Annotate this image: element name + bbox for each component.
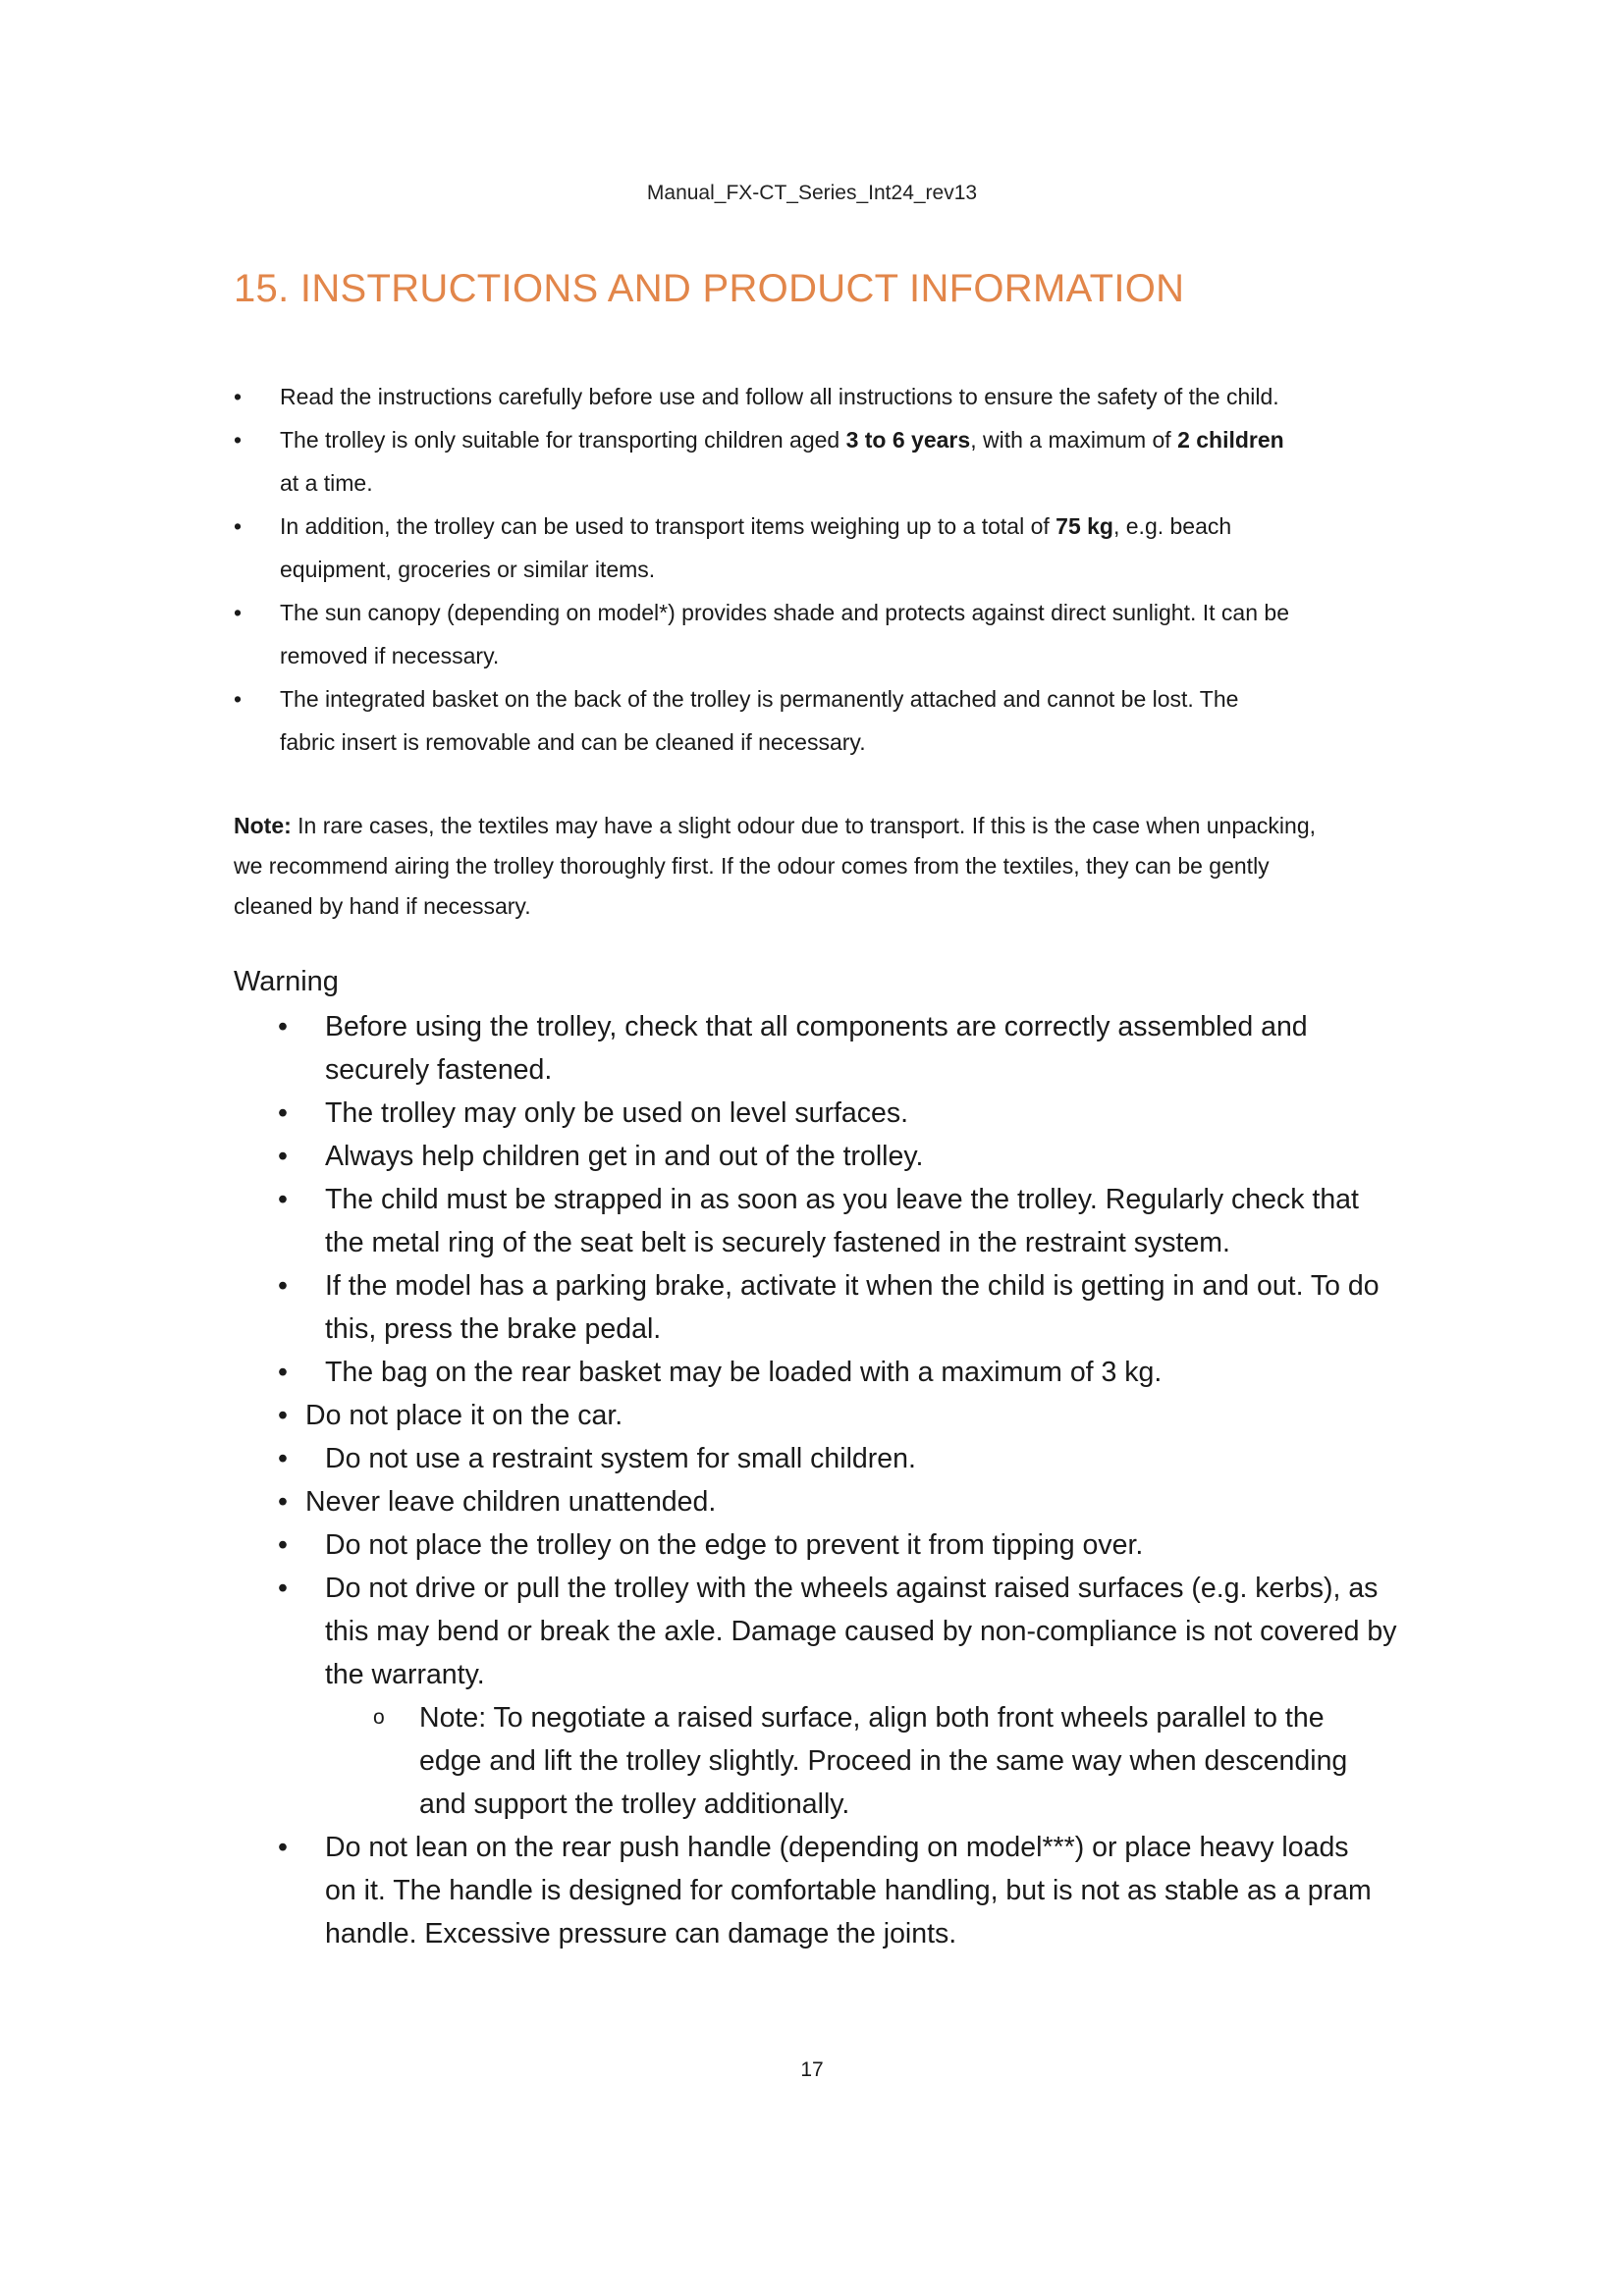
page-number: 17: [800, 2058, 824, 2081]
list-item: • The trolley is only suitable for transporting children aged 3 to 6 years, with a maximum of 2 children at a time.: [234, 418, 1412, 505]
max-children-emphasis: 2 children: [1177, 427, 1284, 453]
product-info-list: [234, 375, 1412, 764]
age-range-emphasis: 3 to 6 years: [845, 427, 971, 453]
list-item: • In addition, the trolley can be used to transport items weighing up to a total of 75 kg, e.g. beach equipment, groceries or similar items.: [234, 505, 1412, 591]
max-weight-emphasis: 75 kg: [1056, 513, 1113, 539]
document-header: Manual_FX-CT_Series_Int24_rev13: [646, 182, 978, 204]
list-item: • The trolley may only be used on level surfaces.: [278, 1092, 1427, 1135]
list-item: • The sun canopy (depending on model*) provides shade and protects against direct sunlight. It can be removed if necessary.: [234, 591, 1412, 677]
list-item: • Never leave children unattended.: [278, 1480, 1427, 1523]
list-item: • Do not lean on the rear push handle (depending on model***) or place heavy loads on it. The handle is designed for comfortable handling, but is not as stable as a pram handle. Excessive pressure can damage the joints.: [278, 1826, 1427, 1955]
list-item: • Always help children get in and out of the trolley.: [278, 1135, 1427, 1178]
warning-list: [278, 1005, 1427, 1955]
sub-list-item: o Note: To negotiate a raised surface, align both front wheels parallel to the edge and lift the trolley slightly. Proceed in the same way when descending and support the trolley additionally.: [278, 1696, 1427, 1826]
list-item: • The bag on the rear basket may be loaded with a maximum of 3 kg.: [278, 1351, 1427, 1394]
warning-heading: Warning: [234, 966, 339, 997]
list-item: • Do not place the trolley on the edge to prevent it from tipping over.: [278, 1523, 1427, 1567]
transport-odour-note: Note: In rare cases, the textiles may have a slight odour due to transport. If this is the case when unpacking, we recommend airing the trolley thoroughly first. If the odour comes from the textiles, they can be gently cleaned by hand if necessary.: [234, 813, 1317, 919]
list-item: • Do not use a restraint system for small children.: [278, 1437, 1427, 1480]
list-item: • The integrated basket on the back of the trolley is permanently attached and cannot be lost. The fabric insert is removable and can be cleaned if necessary.: [234, 677, 1412, 764]
list-item: • Before using the trolley, check that all components are correctly assembled and securely fastened.: [278, 1005, 1427, 1092]
list-item: • If the model has a parking brake, activate it when the child is getting in and out. To do this, press the brake pedal.: [278, 1264, 1427, 1351]
note-label: Note:: [234, 813, 292, 838]
list-item: • The child must be strapped in as soon as you leave the trolley. Regularly check that the metal ring of the seat belt is securely fastened in the restraint system.: [278, 1178, 1427, 1264]
list-item: • Read the instructions carefully before use and follow all instructions to ensure the safety of the child.: [234, 375, 1412, 418]
section-title: 15. INSTRUCTIONS AND PRODUCT INFORMATION: [234, 267, 1185, 310]
list-item: • Do not drive or pull the trolley with the wheels against raised surfaces (e.g. kerbs), as this may bend or break the axle. Damage caused by non-compliance is not covered by the warranty.: [278, 1567, 1427, 1696]
list-item: • Do not place it on the car.: [278, 1394, 1427, 1437]
